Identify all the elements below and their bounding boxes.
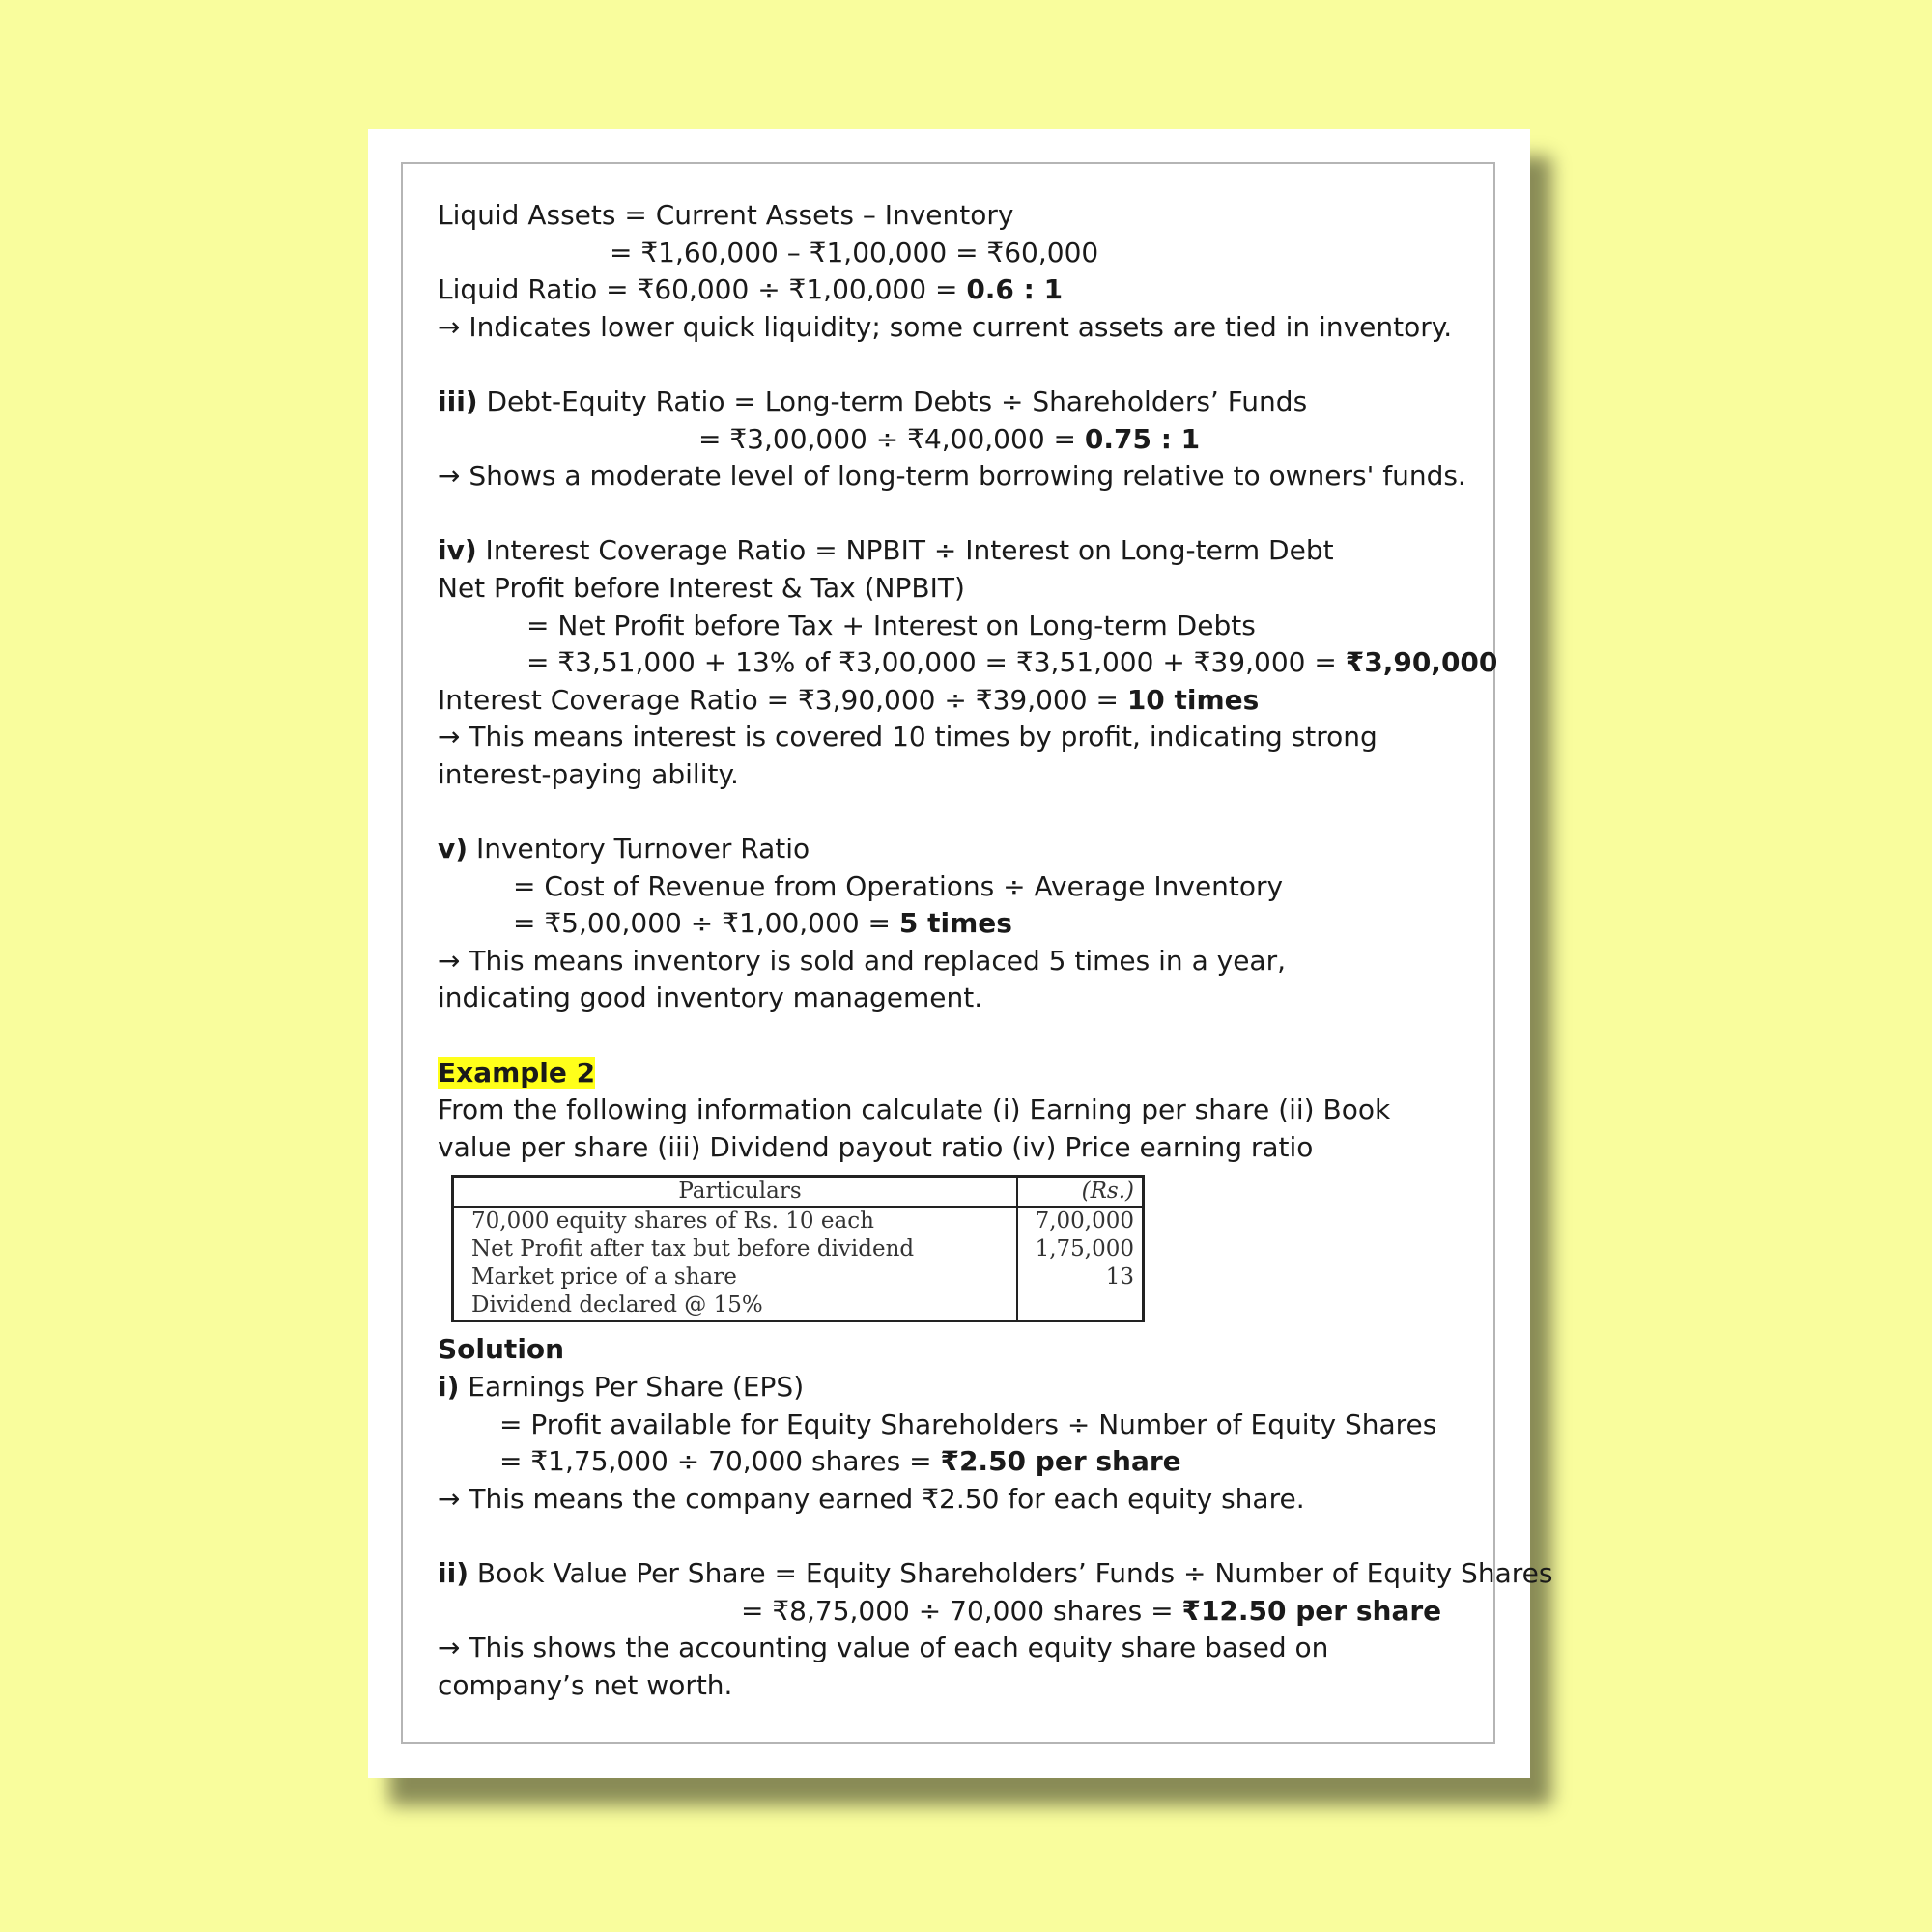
text: = ₹8,75,000 ÷ 70,000 shares = <box>741 1594 1182 1627</box>
text: Liquid Ratio = ₹60,000 ÷ ₹1,00,000 = <box>438 273 967 306</box>
inventory-turnover-line <box>438 831 1481 868</box>
table-cell: 7,00,000 <box>1035 1208 1134 1235</box>
text: = ₹5,00,000 ÷ ₹1,00,000 = <box>513 907 899 940</box>
eps-calc <box>438 1443 1481 1481</box>
debt-equity-line <box>438 384 1481 421</box>
debt-equity-result: 0.75 : 1 <box>1084 422 1201 455</box>
debt-equity-note <box>438 458 1481 496</box>
text: Net Profit before Interest & Tax (NPBIT) <box>438 571 965 604</box>
book-value-calc <box>438 1593 1481 1631</box>
solution-heading <box>438 1331 1481 1369</box>
item-number: iii) <box>438 384 478 417</box>
table-cell: 13 <box>1105 1264 1134 1291</box>
eps-note <box>438 1481 1481 1519</box>
book-value-note <box>438 1630 1452 1704</box>
text: → This means the company earned ₹2.50 for each equity share. <box>438 1482 1305 1515</box>
text: → Indicates lower quick liquidity; some current assets are tied in inventory. <box>438 310 1453 343</box>
text: = Profit available for Equity Shareholders ÷ Number of Equity Shares <box>499 1407 1437 1440</box>
liquid-assets-line <box>438 197 1481 235</box>
text: Solution <box>438 1333 565 1366</box>
example-label: Example 2 <box>438 1056 596 1089</box>
text: Debt-Equity Ratio = Long-term Debts ÷ Shareholders’ Funds <box>477 384 1308 417</box>
npbit-calc <box>438 644 1498 682</box>
text: → This means inventory is sold and replaced 5 times in a year, indicating good inventory management. <box>438 944 1286 1014</box>
interest-coverage-line <box>438 532 1481 570</box>
table-cell: Net Profit after tax but before dividend <box>453 1236 1018 1264</box>
inventory-turnover-calc <box>438 905 1481 943</box>
table-cell: Market price of a share <box>453 1264 1018 1292</box>
text: Inventory Turnover Ratio <box>468 833 810 866</box>
book-value-result: ₹12.50 per share <box>1181 1594 1442 1627</box>
text: = ₹3,00,000 ÷ ₹4,00,000 = <box>698 422 1085 455</box>
text: = ₹1,60,000 – ₹1,00,000 = ₹60,000 <box>610 236 1099 269</box>
table-cell <box>1017 1292 1144 1321</box>
inventory-turnover-formula <box>438 868 1481 906</box>
interest-coverage-note <box>438 719 1404 793</box>
eps-line <box>438 1369 1481 1406</box>
text: From the following information calculate (i) Earning per share (ii) Book value per share (iii) Dividend payout ratio (iv) Price earning ratio <box>438 1094 1391 1163</box>
liquid-ratio-line <box>438 271 1481 309</box>
table-row <box>453 1207 1144 1236</box>
text: Earnings Per Share (EPS) <box>459 1371 805 1404</box>
npbit-result: ₹3,90,000 <box>1345 646 1498 679</box>
liquid-assets-calc <box>438 235 1481 272</box>
table-row <box>453 1264 1144 1292</box>
item-number: v) <box>438 833 469 866</box>
liquid-ratio-result: 0.6 : 1 <box>966 273 1064 306</box>
text: = ₹1,75,000 ÷ 70,000 shares = <box>499 1445 941 1478</box>
table-row <box>453 1236 1144 1264</box>
interest-coverage-calc <box>438 682 1481 720</box>
eps-result: ₹2.50 per share <box>940 1445 1181 1478</box>
inventory-turnover-note <box>438 943 1404 1017</box>
text: Book Value Per Share = Equity Shareholders’ Funds ÷ Number of Equity Shares <box>469 1557 1553 1589</box>
example-heading <box>438 1055 1481 1093</box>
table-cell: 70,000 equity shares of Rs. 10 each <box>453 1207 1018 1236</box>
table-row <box>453 1292 1144 1321</box>
example-question <box>438 1092 1442 1166</box>
table-header-amount: (Rs.) <box>1017 1177 1144 1208</box>
text: → Shows a moderate level of long-term borrowing relative to owners' funds. <box>438 460 1466 493</box>
interest-coverage-result: 10 times <box>1126 683 1260 716</box>
book-value-line <box>438 1555 1553 1593</box>
inventory-turnover-result: 5 times <box>898 907 1012 940</box>
text: = Cost of Revenue from Operations ÷ Average Inventory <box>513 869 1284 902</box>
text: → This shows the accounting value of each equity share based on company’s net worth. <box>438 1632 1329 1701</box>
item-number: iv) <box>438 534 477 567</box>
text: Liquid Assets = Current Assets – Inventory <box>438 199 1014 231</box>
page-content <box>438 197 1553 1704</box>
text: → This means interest is covered 10 times by profit, indicating strong interest-paying ability. <box>438 721 1378 790</box>
text: = ₹3,51,000 + 13% of ₹3,00,000 = ₹3,51,000 + ₹39,000 = <box>526 646 1346 679</box>
item-number: i) <box>438 1371 460 1404</box>
text: = Net Profit before Tax + Interest on Long-term Debts <box>526 609 1256 641</box>
liquid-ratio-note <box>438 309 1481 347</box>
text: Interest Coverage Ratio = NPBIT ÷ Interest on Long-term Debt <box>476 534 1334 567</box>
particulars-table <box>451 1175 1145 1322</box>
table-cell: 1,75,000 <box>1035 1236 1134 1263</box>
text: Interest Coverage Ratio = ₹3,90,000 ÷ ₹39,000 = <box>438 683 1127 716</box>
eps-formula <box>438 1406 1481 1444</box>
item-number: ii) <box>438 1557 469 1589</box>
table-header-particulars: Particulars <box>453 1177 1018 1208</box>
document-page <box>368 129 1553 1778</box>
npbit-line <box>438 570 1481 608</box>
debt-equity-calc <box>438 421 1481 459</box>
npbit-formula <box>438 608 1481 645</box>
table-cell: Dividend declared @ 15% <box>453 1292 1018 1321</box>
